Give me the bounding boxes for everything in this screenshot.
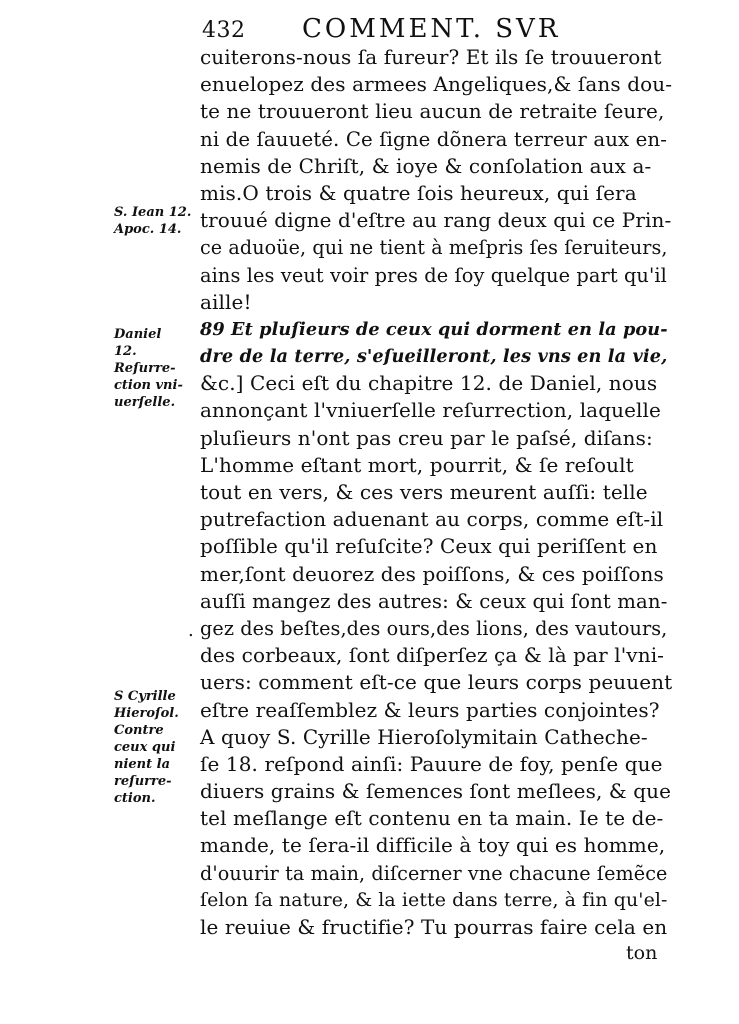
text-line: tout en vers, & ces vers meurent auſſi: telle xyxy=(200,480,648,504)
marginal-note-line: Contre xyxy=(114,723,164,738)
text-line: ſe 18. reſpond ainſi: Pauure de foy, penſe que xyxy=(200,751,663,776)
text-line: d'ouurir ta main, diſcerner vne chacune ſemẽce xyxy=(200,861,668,885)
marginal-note-line: Apoc. 14. xyxy=(114,222,182,237)
marginal-note-line: uerſelle. xyxy=(114,395,176,410)
text-line: le reuiue & fructifie? Tu pourras faire cela en xyxy=(200,915,668,939)
marginal-note-cyrille xyxy=(114,688,198,807)
text-line: putrefaction aduenant au corps, comme eſt-il xyxy=(200,507,664,532)
text-line: mer,ſont deuorez des poiſſons, & ces poiſſons xyxy=(200,561,664,586)
text-line: auſſi mangez des autres: & ceux qui ſont man- xyxy=(200,589,668,613)
text-line: uers: comment eſt-ce que leurs corps peuuent xyxy=(200,670,673,695)
running-title: COMMENT. SVR xyxy=(302,14,561,44)
marginal-note-line: nient la xyxy=(114,757,171,772)
text-line: te ne trouueront lieu aucun de retraite ſeure, xyxy=(200,99,665,124)
text-line: ains les veut voir pres de ſoy quelque part qu'il xyxy=(200,263,667,287)
text-line: ſelon ſa nature, & la iette dans terre, à fin qu'el- xyxy=(200,888,668,911)
text-line: trouué digne d'eſtre au rang deux qui ce Prin- xyxy=(200,208,672,233)
body-text xyxy=(200,44,672,941)
marginal-note-line: S. Iean 12. xyxy=(114,205,192,220)
text-line: poſſible qu'il reſuſcite? Ceux qui periſſent en xyxy=(200,534,658,559)
catchword: ton xyxy=(626,942,658,964)
text-line: ce aduoüe, qui ne tient à meſpris ſes ſeruiteurs, xyxy=(200,236,668,260)
verse-citation-line: 89 Et pluſieurs de ceux qui dorment en la pou- xyxy=(200,318,668,340)
stray-ink-mark: . xyxy=(188,620,194,641)
text-line: ni de ſauueté. Ce ſigne dõnera terreur aux en- xyxy=(200,127,668,151)
marginal-note-line: Daniel xyxy=(114,327,162,342)
marginal-note-line: 12. xyxy=(114,344,137,359)
page-header xyxy=(196,10,666,46)
text-line: A quoy S. Cyrille Hieroſolymitain Catheche- xyxy=(200,724,648,749)
text-line: eſtre reaſſemblez & leurs parties conjointes? xyxy=(200,697,660,722)
marginal-note-daniel xyxy=(114,326,198,411)
text-line: mis.O trois & quatre ſois heureux, qui ſera xyxy=(200,180,637,205)
text-line: aille! xyxy=(200,289,252,314)
text-line: &c.] Ceci eſt du chapitre 12. de Daniel, nous xyxy=(200,371,658,396)
text-line: gez des beſtes,des ours,des lions, des vautours, xyxy=(200,616,668,640)
text-line: diuers grains & ſemences ſont meſlees, & que xyxy=(200,779,672,804)
text-line: annonçant l'vniuerſelle reſurrection, laquelle xyxy=(200,398,661,423)
text-line: cuiterons-nous ſa fureur? Et ils ſe trouueront xyxy=(200,45,662,69)
marginal-note-line: ceux qui xyxy=(114,740,176,755)
marginal-note-line: Reſurre- xyxy=(114,361,176,376)
text-line: mande, te ſera-il difficile à toy qui es homme, xyxy=(200,833,666,858)
text-line: L'homme eſtant mort, pourrit, & ſe reſoult xyxy=(200,452,634,477)
marginal-note-line: Hieroſol. xyxy=(114,706,179,721)
marginal-note-line: reſurre- xyxy=(114,774,172,789)
text-line: tel meſlange eſt contenu en ta main. Ie te de- xyxy=(200,806,664,831)
text-line: nemis de Chriſt, & ioye & conſolation aux a- xyxy=(200,153,652,178)
verse-citation-line: dre de la terre, s'eſueilleront, les vns en la vie, xyxy=(200,346,668,368)
marginal-note-line: S Cyrille xyxy=(114,689,176,704)
marginal-note-line: ction. xyxy=(114,791,156,806)
text-line: pluſieurs n'ont pas creu par le paſsé, diſans: xyxy=(200,425,653,450)
marginal-note-scripture-refs xyxy=(114,204,198,238)
marginal-note-line: ction vni- xyxy=(114,378,183,393)
page-number: 432 xyxy=(202,18,246,43)
text-line: enuelopez des armees Angeliques,& ſans dou- xyxy=(200,72,673,97)
text-line: des corbeaux, ſont diſperſez ça & là par l'vni- xyxy=(200,643,665,668)
